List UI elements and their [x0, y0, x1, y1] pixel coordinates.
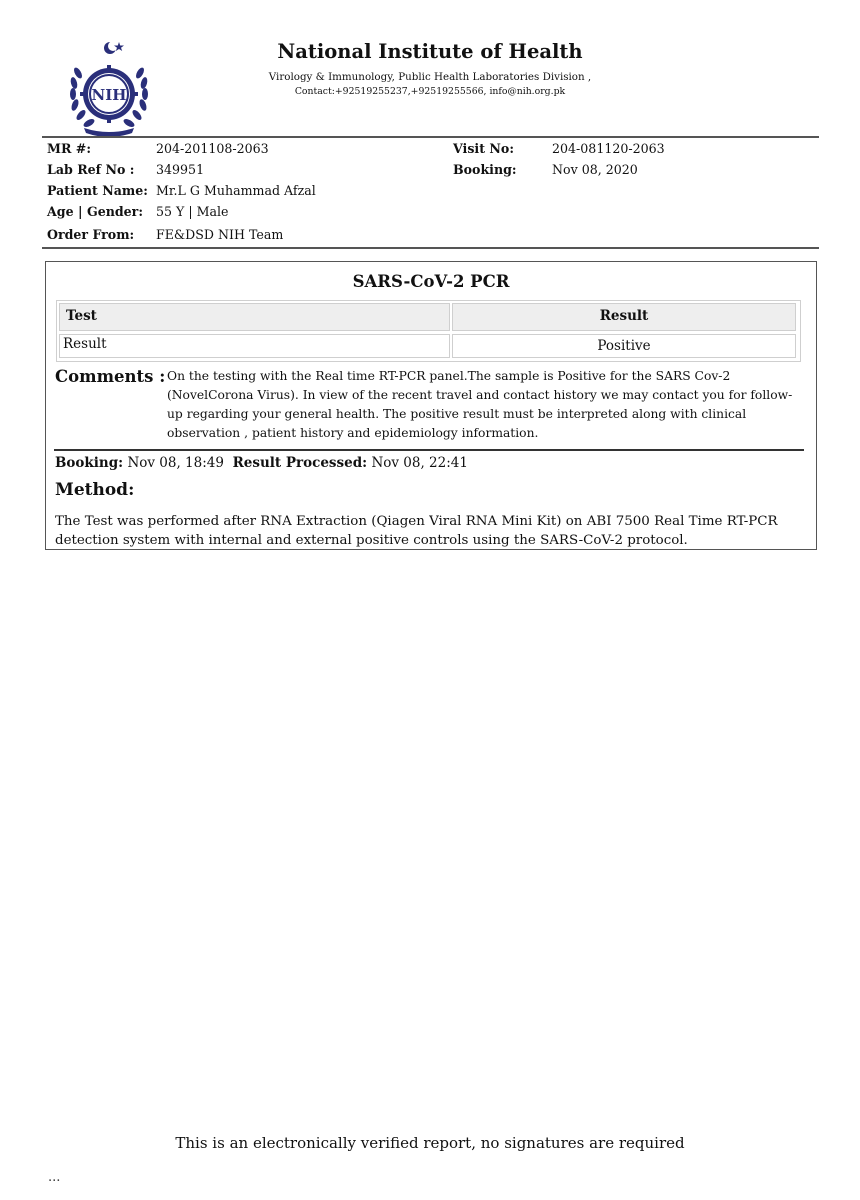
institute-division: Virology & Immunology, Public Health Laboratories Division ,	[268, 71, 592, 83]
mr-label: MR #:	[47, 141, 91, 156]
labref-value: 349951	[156, 162, 205, 177]
labref-label: Lab Ref No :	[47, 162, 135, 177]
booking-time-label: Booking:	[55, 455, 124, 471]
visit-value: 204-081120-2063	[552, 141, 665, 156]
page-continuation-dots: ...	[48, 1170, 61, 1185]
order-from-label: Order From:	[47, 227, 135, 242]
patient-name-value: Mr.L G Muhammad Afzal	[156, 183, 316, 198]
table-cell-test: Result	[59, 334, 450, 358]
method-text: The Test was performed after RNA Extraction (Qiagen Viral RNA Mini Kit) on ABI 7500 Real Time RT-PCR detection system with internal and external positive controls using the SARS-CoV-2 protocol.	[55, 514, 778, 548]
report-title: SARS-CoV-2 PCR	[352, 272, 510, 291]
patient-name-label: Patient Name:	[47, 183, 148, 198]
comments-divider	[54, 449, 804, 451]
patient-divider	[42, 247, 819, 249]
age-gender-value: 55 Y | Male	[156, 204, 229, 219]
table-header-test: Test	[59, 303, 450, 331]
mr-value: 204-201108-2063	[156, 141, 269, 156]
comments-text: On the testing with the Real time RT-PCR panel.The sample is Positive for the SARS Cov-2 (NovelCorona Virus). In view of the recent travel and contact history we may contact you for follow-up regarding your general health. The positive result must be interpreted along with clinical observation , patient history and epidemiology information.	[167, 369, 793, 440]
institute-contact: Contact:+92519255237,+92519255566, info@nih.org.pk	[294, 86, 566, 97]
nih-logo	[64, 38, 154, 138]
institute-title: National Institute of Health	[277, 40, 583, 63]
processed-time-label: Result Processed:	[232, 455, 368, 471]
report-panel	[45, 261, 817, 550]
age-gender-label: Age | Gender:	[47, 204, 143, 219]
timing-line	[55, 455, 468, 471]
method-label: Method:	[55, 480, 135, 500]
booking-time-value: Nov 08, 18:49	[127, 455, 224, 471]
header-divider	[42, 136, 819, 138]
table-header-result: Result	[452, 303, 796, 331]
booking-value: Nov 08, 2020	[552, 162, 638, 177]
visit-label: Visit No:	[453, 141, 514, 156]
nih-emblem-icon	[64, 38, 154, 138]
verification-note: This is an electronically verified report, no signatures are required	[175, 1134, 685, 1152]
table-cell-result: Positive	[452, 334, 796, 358]
logo-lettering: NIH	[91, 86, 127, 104]
order-from-value: FE&DSD NIH Team	[156, 227, 284, 242]
comments-label: Comments :	[55, 367, 166, 386]
booking-label: Booking:	[453, 162, 517, 177]
processed-time-value: Nov 08, 22:41	[371, 455, 468, 471]
